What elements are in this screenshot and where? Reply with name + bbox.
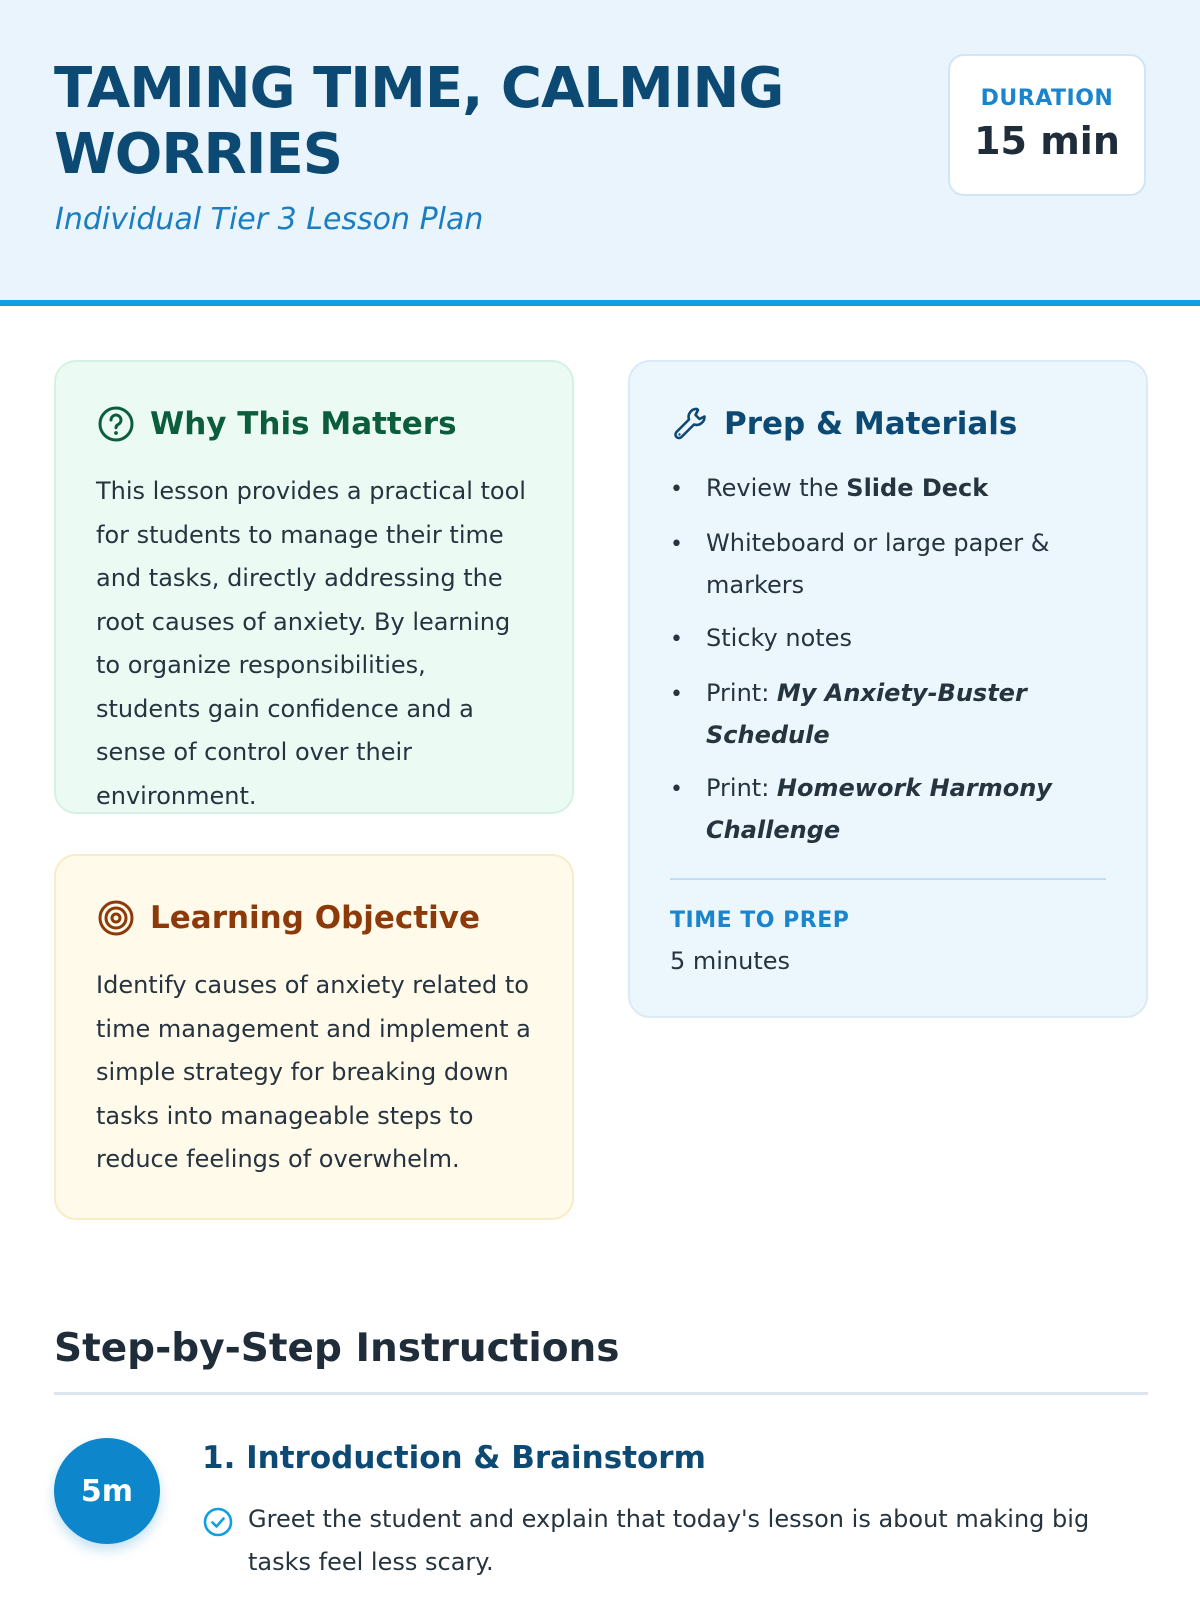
prep-title: Prep & Materials — [724, 406, 1018, 442]
list-item: • Print: Homework Harmony Challenge — [670, 774, 1052, 844]
step-bullet-text: Greet the student and explain that today's lesson is about making big tasks feel less scary. — [248, 1505, 1090, 1576]
list-item: • Sticky notes — [670, 624, 852, 652]
why-body: This lesson provides a practical tool for students to manage their time and tasks, directly addressing the root causes of anxiety. By learning to organize responsibilities, students gain confidence and a sense of control over their environment. — [96, 477, 526, 810]
objective-body: Identify causes of anxiety related to time management and implement a simple strategy for breaking down tasks into manageable steps to reduce feelings of overwhelm. — [96, 971, 531, 1173]
duration-label: DURATION — [980, 86, 1114, 111]
step-title: 1. Introduction & Brainstorm — [202, 1440, 706, 1476]
why-this-matters-card — [54, 360, 574, 814]
why-title: Why This Matters — [150, 406, 457, 442]
check-circle-icon — [202, 1506, 234, 1538]
prep-time-label: TIME TO PREP — [670, 908, 850, 933]
list-item: • Whiteboard or large paper & markers — [670, 529, 1050, 599]
duration-value: 15 min — [974, 119, 1120, 163]
prep-divider — [670, 878, 1106, 880]
learning-objective-card — [54, 854, 574, 1220]
target-icon — [96, 898, 136, 938]
steps-heading: Step-by-Step Instructions — [54, 1326, 620, 1371]
objective-title: Learning Objective — [150, 900, 480, 936]
list-item: • Print: My Anxiety-Buster Schedule — [670, 679, 1027, 749]
steps-divider — [54, 1392, 1148, 1395]
lesson-header — [0, 0, 1200, 306]
list-item: • Review the Slide Deck — [670, 474, 989, 502]
prep-materials-card — [628, 360, 1148, 1018]
lesson-subtitle: Individual Tier 3 Lesson Plan — [55, 202, 484, 237]
prep-time-value: 5 minutes — [670, 947, 791, 975]
step-duration-badge: 5m — [54, 1438, 160, 1544]
step-bullet — [202, 1498, 1152, 1584]
lesson-title: TAMING TIME, CALMING WORRIES — [54, 56, 784, 187]
wrench-icon — [670, 404, 710, 444]
materials-list — [670, 468, 1106, 850]
question-circle-icon — [96, 404, 136, 444]
duration-box — [948, 54, 1146, 196]
